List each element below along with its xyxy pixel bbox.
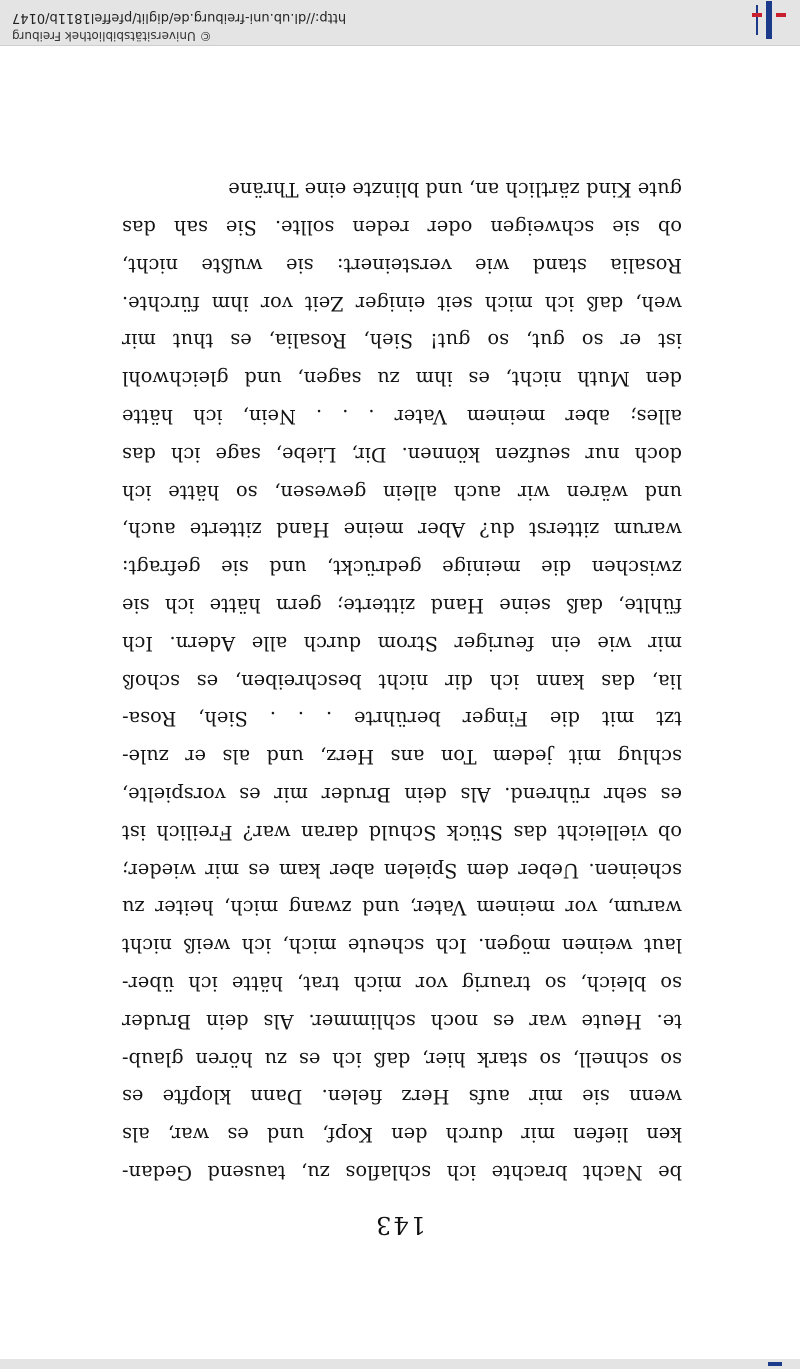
page-number: 143 <box>374 1211 426 1239</box>
text-line: be Nacht brachte ich schlaflos zu, tausend Gedan- <box>122 1161 682 1184</box>
header-bar <box>0 0 800 46</box>
text-line: warum, vor meinem Vater, und zwang mich, heiter zu <box>122 896 682 920</box>
text-line: schlug mit jedem Ton ans Herz, und als er zule- <box>122 745 682 769</box>
text-line: scheinen. Ueber dem Spielen aber kam es mir wieder; <box>122 858 682 882</box>
text-line: mir wie ein feuriger Strom durch alle Adern. Ich <box>122 631 682 655</box>
text-line: weh, daß ich mich seit einiger Zeit vor ihm fürchte. <box>122 291 682 315</box>
text-line: ken liefen mir durch den Kopf, und es war, als <box>122 1123 682 1147</box>
text-line: zwischen die meinige gedrückt, und sie gefragt: <box>122 556 682 580</box>
text-line: alles; aber meinem Vater . . . Nein, ich hätte <box>122 405 682 429</box>
text-line: so bleich, so traurig vor mich trat, hätte ich über- <box>122 972 682 996</box>
text-line: doch nur seufzen können. Dir, Liebe, sage ich das <box>122 442 682 466</box>
text-line: ob sie schweigen oder reden sollte. Sie sah das <box>122 216 682 240</box>
text-line: tzt mit die Finger berührte . . . Sieh, Rosa- <box>122 707 682 731</box>
text-line: gute Kind zärtlich an, und blinzte eine Thräne <box>228 178 682 202</box>
text-line: te. Heute war es noch schlimmer. Als dein Bruder <box>122 1009 682 1033</box>
text-line: so schnell, so stark hier, daß ich es zu hören glaub- <box>122 1047 682 1071</box>
page-text <box>122 170 682 1191</box>
page-url-link[interactable]: http://dl.ub.uni-freiburg.de/diglit/pfeffel1811b/0147 <box>12 10 347 25</box>
copyright-notice: © Universitätsbibliothek Freiburg <box>12 29 212 43</box>
bottom-marker <box>768 1362 782 1366</box>
text-line: lia, das kann ich dir nicht beschreiben, es schoß <box>122 669 682 693</box>
text-line: warum zitterst du? Aber meine Hand zitterte auch, <box>122 518 682 542</box>
text-line: laut weinen mögen. Ich scheute mich, ich weiß nicht <box>122 934 682 958</box>
text-line: den Muth nicht, es ihm zu sagen, und gleichwohl <box>122 367 682 391</box>
text-line: Rosalia stand wie versteinert: sie wußte nicht, <box>122 253 682 277</box>
text-line: ob vielleicht das Stück Schuld daran war? Freilich ist <box>122 820 682 844</box>
library-logo-icon <box>746 1 792 39</box>
text-line: und wären wir auch allein gewesen, so hätte ich <box>122 480 682 504</box>
bottom-bar <box>0 1359 800 1369</box>
text-line: ist er so gut, so gut! Sieh, Rosalia, es thut mir <box>122 329 682 353</box>
text-line: es sehr rührend. Als dein Bruder mir es vorspielte, <box>122 783 682 807</box>
text-line: wenn sie mir aufs Herz fielen. Dann klopfte es <box>122 1085 682 1109</box>
text-line: fühlte, daß seine Hand zitterte; gern hätte ich sie <box>122 594 682 618</box>
